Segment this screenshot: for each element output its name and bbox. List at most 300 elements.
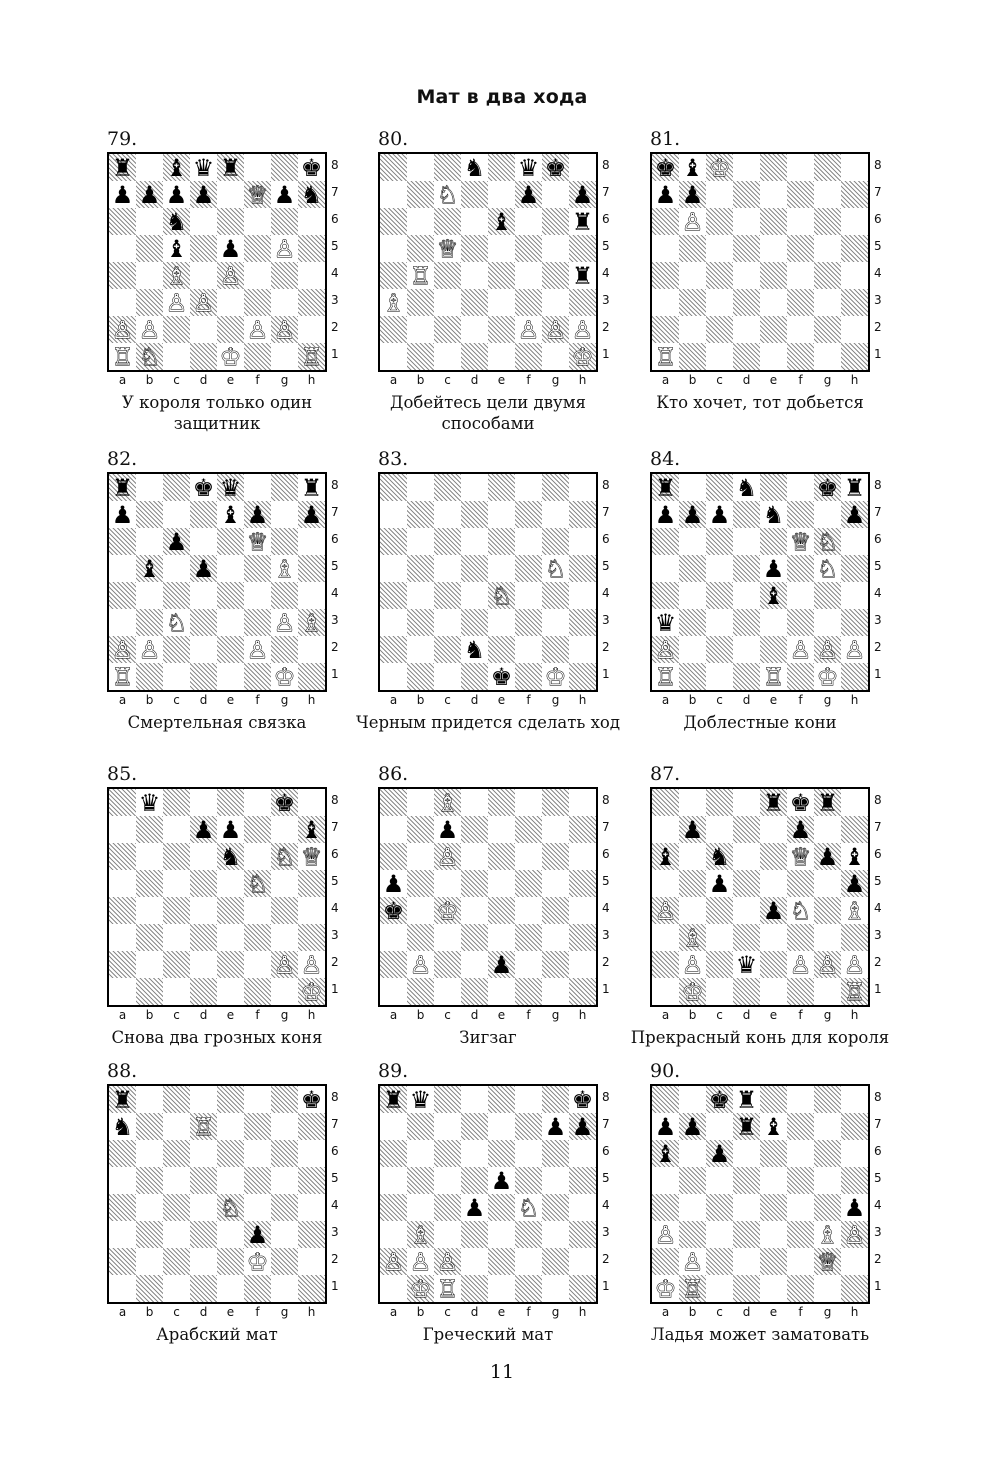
square-c4	[434, 1194, 461, 1221]
black-pawn-icon: ♟	[382, 869, 405, 898]
white-pawn-icon: ♙	[654, 635, 677, 664]
file-label: a	[661, 693, 670, 707]
file-label: a	[661, 1008, 670, 1022]
square-a3	[109, 609, 136, 636]
square-f8	[787, 154, 814, 181]
square-f8	[244, 1086, 271, 1113]
square-f8	[787, 1086, 814, 1113]
file-label: f	[526, 693, 531, 707]
square-g5	[814, 870, 841, 897]
white-queen-icon: ♕	[789, 527, 812, 556]
file-label: f	[526, 1305, 531, 1319]
square-f6	[515, 843, 542, 870]
file-label: e	[226, 693, 235, 707]
rank-label: 2	[874, 955, 882, 969]
black-bishop-icon: ♝	[654, 1139, 677, 1168]
square-e5	[217, 870, 244, 897]
square-e5	[760, 1167, 787, 1194]
square-e2	[760, 316, 787, 343]
square-c5	[434, 235, 461, 262]
square-h4	[841, 262, 868, 289]
white-pawn-icon: ♙	[165, 288, 188, 317]
file-label: f	[526, 1008, 531, 1022]
square-d6	[461, 843, 488, 870]
square-f3	[515, 1221, 542, 1248]
rank-label: 8	[874, 793, 882, 807]
square-a1	[652, 663, 679, 690]
white-king-icon: ♔	[219, 342, 242, 371]
square-f2	[244, 636, 271, 663]
square-c5	[163, 235, 190, 262]
square-h8	[569, 1086, 596, 1113]
square-g7	[542, 181, 569, 208]
square-h7	[841, 501, 868, 528]
diagram-6	[650, 448, 920, 768]
square-b4	[136, 582, 163, 609]
square-b1	[679, 343, 706, 370]
file-labels	[380, 1305, 596, 1319]
square-a2	[652, 636, 679, 663]
diagram-1	[107, 128, 377, 448]
square-f5	[787, 555, 814, 582]
diagram-caption: Зигзаг	[459, 1028, 517, 1047]
black-pawn-icon: ♟	[654, 500, 677, 529]
square-b1	[679, 663, 706, 690]
square-d2	[190, 636, 217, 663]
square-f4	[515, 262, 542, 289]
file-label: f	[255, 373, 260, 387]
square-f6	[244, 1140, 271, 1167]
square-c5	[434, 1167, 461, 1194]
square-c8	[434, 1086, 461, 1113]
black-rook-icon: ♜	[300, 473, 323, 502]
square-b2	[679, 951, 706, 978]
square-d7	[461, 816, 488, 843]
square-h5	[569, 235, 596, 262]
white-rook-icon: ♖	[192, 1112, 215, 1141]
square-c5	[434, 870, 461, 897]
square-e8	[760, 474, 787, 501]
square-h7	[841, 1113, 868, 1140]
black-pawn-icon: ♟	[192, 180, 215, 209]
white-pawn-icon: ♙	[273, 234, 296, 263]
square-a6	[380, 843, 407, 870]
square-c7	[434, 1113, 461, 1140]
square-a1	[109, 343, 136, 370]
square-a7	[380, 501, 407, 528]
square-b2	[407, 1248, 434, 1275]
file-labels	[109, 1008, 325, 1022]
rank-label: 8	[331, 1090, 339, 1104]
file-label: f	[255, 1305, 260, 1319]
white-pawn-icon: ♙	[436, 1247, 459, 1276]
square-h8	[298, 789, 325, 816]
rank-label: 3	[602, 613, 610, 627]
rank-label: 3	[331, 293, 339, 307]
square-h7	[569, 181, 596, 208]
square-a4	[380, 582, 407, 609]
square-g5	[814, 555, 841, 582]
black-rook-icon: ♜	[735, 1085, 758, 1114]
chess-board	[378, 152, 598, 372]
white-pawn-icon: ♙	[843, 635, 866, 664]
white-bishop-icon: ♗	[436, 788, 459, 817]
white-pawn-icon: ♙	[654, 896, 677, 925]
chess-board	[650, 1084, 870, 1304]
square-f5	[244, 870, 271, 897]
white-queen-icon: ♕	[816, 1247, 839, 1276]
diagram-caption: У короля только один защитник	[121, 393, 313, 433]
white-pawn-icon: ♙	[789, 950, 812, 979]
square-a6	[380, 528, 407, 555]
black-rook-icon: ♜	[843, 473, 866, 502]
square-a7	[652, 181, 679, 208]
file-label: c	[173, 693, 180, 707]
square-d4	[461, 1194, 488, 1221]
square-a8	[652, 1086, 679, 1113]
square-a4	[380, 897, 407, 924]
square-g7	[271, 816, 298, 843]
diagram-2	[378, 128, 648, 448]
square-c7	[163, 816, 190, 843]
rank-label: 7	[874, 505, 882, 519]
square-h5	[298, 870, 325, 897]
black-bishop-icon: ♝	[165, 153, 188, 182]
diagram-caption: Черным придется сделать ход	[355, 713, 621, 732]
square-f6	[244, 528, 271, 555]
rank-label: 5	[602, 1171, 610, 1185]
square-a8	[380, 1086, 407, 1113]
square-b5	[136, 1167, 163, 1194]
file-label: h	[578, 1008, 587, 1022]
square-b7	[136, 816, 163, 843]
black-pawn-icon: ♟	[192, 815, 215, 844]
white-queen-icon: ♕	[300, 842, 323, 871]
rank-label: 4	[602, 1198, 610, 1212]
black-king-icon: ♚	[192, 473, 215, 502]
file-labels	[380, 693, 596, 707]
square-g5	[814, 1167, 841, 1194]
square-c8	[706, 789, 733, 816]
square-c8	[163, 154, 190, 181]
square-d2	[190, 951, 217, 978]
square-c8	[706, 1086, 733, 1113]
square-a7	[109, 181, 136, 208]
square-c4	[163, 262, 190, 289]
square-d7	[733, 816, 760, 843]
square-h8	[841, 154, 868, 181]
square-a2	[380, 1248, 407, 1275]
chess-board	[107, 787, 327, 1007]
square-b1	[407, 663, 434, 690]
square-f6	[244, 208, 271, 235]
square-c1	[434, 1275, 461, 1302]
square-g5	[271, 1167, 298, 1194]
white-pawn-icon: ♙	[138, 315, 161, 344]
square-e8	[488, 1086, 515, 1113]
white-rook-icon: ♖	[300, 342, 323, 371]
square-b1	[679, 1275, 706, 1302]
square-f5	[244, 555, 271, 582]
square-e1	[217, 343, 244, 370]
square-f2	[244, 1248, 271, 1275]
rank-label: 6	[331, 1144, 339, 1158]
square-f7	[244, 181, 271, 208]
square-d8	[190, 789, 217, 816]
square-g6	[271, 1140, 298, 1167]
square-f5	[787, 235, 814, 262]
square-e3	[760, 609, 787, 636]
black-pawn-icon: ♟	[544, 1112, 567, 1141]
square-e2	[488, 636, 515, 663]
square-e1	[488, 343, 515, 370]
black-pawn-icon: ♟	[708, 1139, 731, 1168]
square-d4	[733, 582, 760, 609]
white-pawn-icon: ♙	[219, 261, 242, 290]
square-e4	[760, 1194, 787, 1221]
rank-label: 5	[331, 1171, 339, 1185]
square-a5	[380, 870, 407, 897]
square-e5	[488, 870, 515, 897]
square-h5	[298, 235, 325, 262]
square-d2	[461, 636, 488, 663]
square-e7	[488, 816, 515, 843]
square-h8	[569, 154, 596, 181]
square-a4	[380, 1194, 407, 1221]
square-d6	[461, 208, 488, 235]
square-c8	[434, 789, 461, 816]
black-pawn-icon: ♟	[843, 500, 866, 529]
square-f1	[244, 663, 271, 690]
square-b3	[407, 924, 434, 951]
black-king-icon: ♚	[654, 153, 677, 182]
square-e4	[217, 582, 244, 609]
file-label: c	[444, 1008, 451, 1022]
square-f8	[515, 154, 542, 181]
white-knight-icon: ♘	[816, 554, 839, 583]
square-e6	[217, 528, 244, 555]
file-label: h	[850, 1305, 859, 1319]
white-knight-icon: ♘	[138, 342, 161, 371]
file-label: h	[578, 373, 587, 387]
file-labels	[380, 1008, 596, 1022]
diagram-caption: Прекрасный конь для короля	[630, 1028, 890, 1047]
square-a4	[109, 262, 136, 289]
square-f6	[787, 208, 814, 235]
square-g2	[271, 951, 298, 978]
rank-labels	[331, 472, 345, 688]
square-b4	[136, 262, 163, 289]
square-b6	[136, 843, 163, 870]
square-c3	[434, 609, 461, 636]
square-c3	[163, 289, 190, 316]
white-pawn-icon: ♙	[246, 315, 269, 344]
black-rook-icon: ♜	[219, 153, 242, 182]
square-e2	[488, 1248, 515, 1275]
rank-labels	[874, 152, 888, 368]
square-a2	[380, 316, 407, 343]
square-c7	[434, 501, 461, 528]
file-label: g	[823, 1008, 832, 1022]
square-b8	[407, 1086, 434, 1113]
square-a8	[109, 789, 136, 816]
square-f3	[244, 924, 271, 951]
square-b3	[679, 289, 706, 316]
square-c1	[434, 663, 461, 690]
file-label: d	[470, 373, 479, 387]
white-bishop-icon: ♗	[816, 1220, 839, 1249]
black-queen-icon: ♛	[219, 473, 242, 502]
black-pawn-icon: ♟	[816, 842, 839, 871]
square-g1	[542, 343, 569, 370]
square-h8	[298, 1086, 325, 1113]
square-a1	[380, 343, 407, 370]
square-f3	[515, 609, 542, 636]
square-d7	[733, 181, 760, 208]
square-g7	[542, 816, 569, 843]
square-h1	[569, 343, 596, 370]
square-c7	[163, 1113, 190, 1140]
black-pawn-icon: ♟	[165, 180, 188, 209]
square-e7	[488, 181, 515, 208]
black-rook-icon: ♜	[735, 1112, 758, 1141]
square-h2	[569, 951, 596, 978]
rank-label: 1	[602, 1279, 610, 1293]
square-f8	[244, 154, 271, 181]
rank-label: 6	[874, 212, 882, 226]
file-label: b	[688, 373, 697, 387]
square-g8	[271, 789, 298, 816]
file-label: c	[173, 1305, 180, 1319]
square-f3	[787, 289, 814, 316]
square-e2	[217, 1248, 244, 1275]
square-a8	[652, 154, 679, 181]
square-h6	[569, 528, 596, 555]
rank-label: 8	[602, 478, 610, 492]
square-g5	[271, 235, 298, 262]
square-e6	[488, 208, 515, 235]
square-f4	[787, 262, 814, 289]
square-g4	[814, 897, 841, 924]
square-e8	[760, 154, 787, 181]
black-pawn-icon: ♟	[192, 554, 215, 583]
square-f8	[515, 789, 542, 816]
rank-label: 6	[602, 532, 610, 546]
square-c2	[163, 316, 190, 343]
square-h3	[841, 289, 868, 316]
square-b6	[407, 1140, 434, 1167]
square-a4	[380, 262, 407, 289]
square-f4	[787, 897, 814, 924]
rank-label: 3	[602, 1225, 610, 1239]
square-a1	[652, 1275, 679, 1302]
square-b1	[407, 343, 434, 370]
diagram-4	[107, 448, 377, 768]
square-a2	[652, 951, 679, 978]
rank-label: 4	[874, 266, 882, 280]
square-b7	[407, 181, 434, 208]
square-g5	[271, 555, 298, 582]
square-a4	[652, 262, 679, 289]
square-b7	[136, 1113, 163, 1140]
square-h8	[841, 474, 868, 501]
square-f1	[787, 663, 814, 690]
white-pawn-icon: ♙	[382, 1247, 405, 1276]
white-pawn-icon: ♙	[192, 288, 215, 317]
file-label: h	[307, 373, 316, 387]
square-e3	[760, 289, 787, 316]
square-g4	[814, 262, 841, 289]
square-b7	[679, 501, 706, 528]
square-h7	[298, 181, 325, 208]
rank-labels	[602, 787, 616, 1003]
square-h1	[298, 663, 325, 690]
square-f5	[244, 235, 271, 262]
square-d8	[190, 474, 217, 501]
square-a5	[652, 555, 679, 582]
square-c2	[706, 951, 733, 978]
file-labels	[109, 693, 325, 707]
square-f6	[244, 843, 271, 870]
black-rook-icon: ♜	[382, 1085, 405, 1114]
square-h3	[841, 924, 868, 951]
square-d4	[190, 262, 217, 289]
file-label: d	[199, 693, 208, 707]
square-b7	[136, 181, 163, 208]
square-e2	[217, 951, 244, 978]
square-c3	[163, 924, 190, 951]
square-h4	[569, 897, 596, 924]
square-f7	[515, 501, 542, 528]
square-c6	[434, 208, 461, 235]
square-d1	[190, 1275, 217, 1302]
file-label: b	[416, 1008, 425, 1022]
black-pawn-icon: ♟	[517, 180, 540, 209]
square-b5	[679, 235, 706, 262]
rank-label: 7	[602, 1117, 610, 1131]
square-c1	[706, 978, 733, 1005]
rank-label: 3	[874, 613, 882, 627]
square-d6	[461, 1140, 488, 1167]
square-f7	[244, 816, 271, 843]
file-label: c	[716, 1305, 723, 1319]
square-d8	[190, 154, 217, 181]
square-c8	[163, 1086, 190, 1113]
square-h2	[841, 636, 868, 663]
square-h3	[569, 924, 596, 951]
square-e8	[217, 154, 244, 181]
square-d6	[733, 528, 760, 555]
square-c3	[163, 1221, 190, 1248]
file-labels	[652, 373, 868, 387]
square-c6	[163, 1140, 190, 1167]
square-g7	[814, 816, 841, 843]
square-e7	[217, 501, 244, 528]
black-pawn-icon: ♟	[654, 180, 677, 209]
file-label: d	[742, 1008, 751, 1022]
square-b4	[407, 582, 434, 609]
diagram-8	[378, 763, 648, 1083]
square-c1	[163, 978, 190, 1005]
square-f6	[787, 843, 814, 870]
square-b7	[407, 1113, 434, 1140]
square-g5	[542, 870, 569, 897]
square-d1	[733, 978, 760, 1005]
square-c6	[163, 843, 190, 870]
square-g8	[542, 154, 569, 181]
file-labels	[652, 693, 868, 707]
square-f4	[515, 897, 542, 924]
